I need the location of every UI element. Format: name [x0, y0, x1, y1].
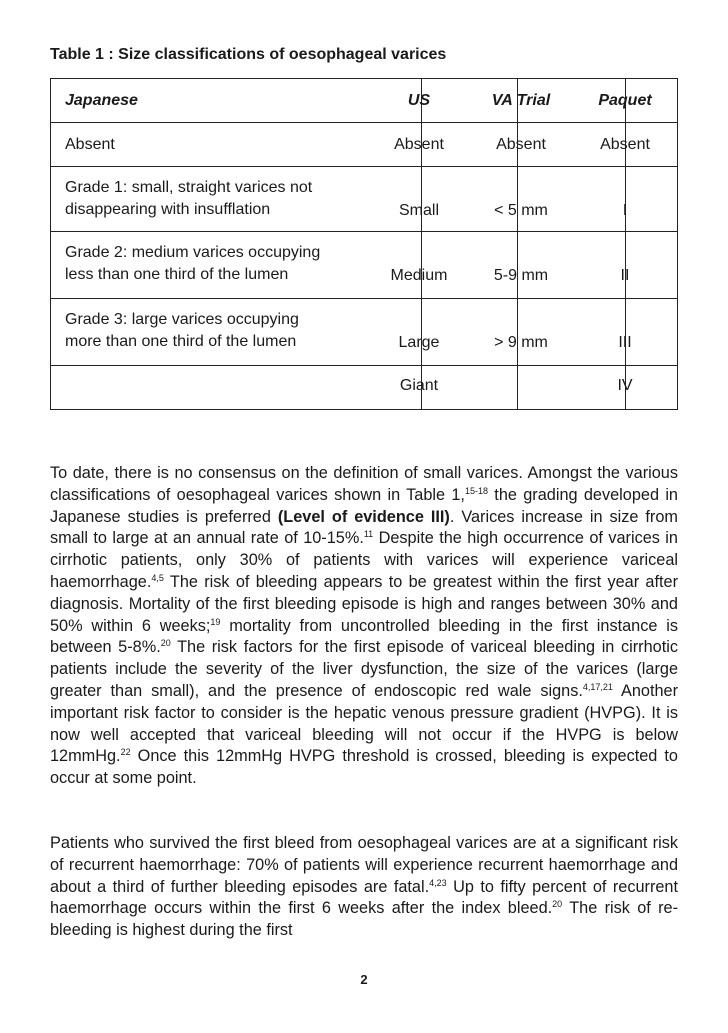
- citation: 4,5: [151, 572, 164, 583]
- cell-us: Small: [398, 202, 439, 219]
- citation: 22: [120, 747, 131, 758]
- cell-va-trial: 5-9 mm: [493, 267, 549, 284]
- table-row: [51, 123, 677, 167]
- citation: 4,23: [429, 877, 447, 888]
- table-title: Table 1 : Size classifications of oesophageal varices: [50, 46, 447, 63]
- cell-va-trial: Absent: [496, 136, 546, 153]
- citation: 19: [210, 616, 221, 627]
- citation: 11: [363, 529, 374, 540]
- cell-us: Giant: [399, 377, 439, 394]
- cell-japanese: Absent: [65, 136, 115, 153]
- page-number: 2: [360, 972, 368, 987]
- table-row: [51, 366, 677, 409]
- cell-paquet: Absent: [600, 136, 650, 153]
- cell-japanese-line1: Grade 1: small, straight varices not: [65, 179, 313, 196]
- table-row: [51, 232, 677, 299]
- table-row: [51, 167, 677, 232]
- table-row: [51, 299, 677, 366]
- body-paragraph-2: Patients who survived the first bleed from oesophageal varices are at a significant risk of recurrent haemorrhage: 70% of patients will experience recurrent haemorrhage and about a third of further bleeding episodes are fatal.$^{4,23}$ Up to fifty percent of recurrent haemorrhage occurs within the first 6 weeks after the index bleed.$^{20}$ The risk of re-bleeding is highest during the first: [50, 834, 678, 940]
- cell-japanese-line2: disappearing with insufflation: [65, 201, 271, 218]
- cell-us: Medium: [390, 267, 448, 284]
- cell-paquet: II: [620, 267, 630, 284]
- cell-us: Absent: [394, 136, 444, 153]
- citation: 20: [160, 638, 171, 649]
- citation: 15-18: [464, 485, 488, 496]
- cell-paquet: III: [618, 334, 632, 351]
- cell-paquet: IV: [617, 377, 633, 394]
- cell-va-trial: < 5 mm: [494, 202, 548, 219]
- body-paragraph-1: To date, there is no consensus on the definition of small varices. Amongst the various classifications of oesophageal varices shown in Table 1,$^{15-18}$ the grading developed in Japanese studies is preferred (Level of evidence III). Varices increase in size from small to large at an annual rate of 10-15%.$^{11}$ Despite the high occurrence of varices in cirrhotic patients, only 30% of patients with varices will experience variceal haemorrhage.$^{4,5}$ The risk of bleeding appears to be greatest within the first year after diagnosis. Mortality of the first bleeding episode is high and ranges between 30% and 50% within 6 weeks;$^{19}$ mortality from uncontrolled bleeding in the first instance is between 5-8%.$^{20}$ The risk factors for the first episode of variceal bleeding in cirrhotic patients include the severity of the liver dysfunction, the size of the varices (large greater than small), and the presence of endoscopic red wale signs.$^{4,17,21}$ Another important risk factor to consider is the hepatic venous pressure gradient (HVPG). It is now well accepted that variceal bleeding will not occur if the HVPG is below 12mmHg.$^{22}$ Once this 12mmHg HVPG threshold is crossed, bleeding is expected to occur at some point.: [50, 464, 679, 788]
- table-header-row: [51, 79, 677, 123]
- header-paquet: Paquet: [598, 92, 652, 109]
- header-va-trial: VA Trial: [491, 92, 551, 109]
- evidence-level: (Level of evidence III): [277, 507, 450, 526]
- citation: 4,17,21: [582, 681, 613, 692]
- cell-japanese-line1: Grade 3: large varices occupying: [65, 311, 299, 328]
- header-us: US: [407, 92, 431, 109]
- cell-japanese-line1: Grade 2: medium varices occupying: [65, 244, 321, 261]
- cell-japanese-line2: less than one third of the lumen: [65, 266, 289, 283]
- citation: 20: [552, 899, 563, 910]
- cell-paquet: I: [622, 202, 628, 219]
- cell-us: Large: [398, 334, 440, 351]
- cell-va-trial: > 9 mm: [494, 334, 548, 351]
- cell-japanese-line2: more than one third of the lumen: [65, 333, 297, 350]
- varices-classification-table: [50, 78, 678, 410]
- header-japanese: Japanese: [65, 92, 138, 109]
